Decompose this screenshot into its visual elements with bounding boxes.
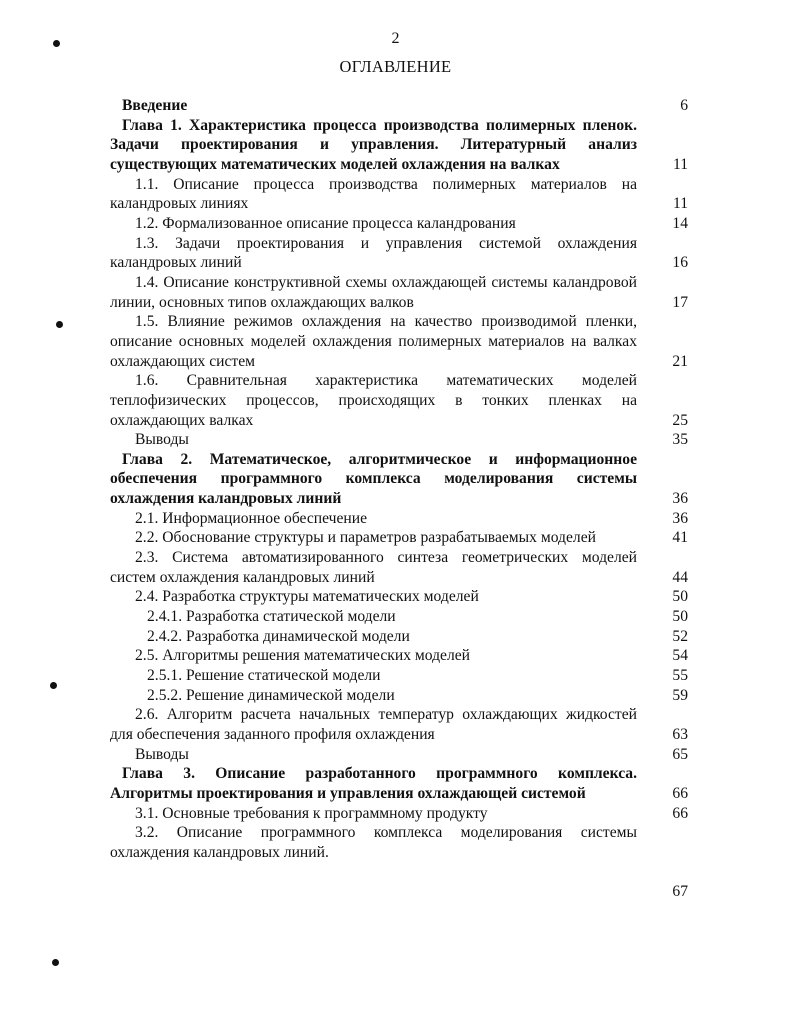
toc-entry-title: 2.6. Алгоритм расчета начальных температур охлаждающих жидкостей для обеспечения заданного профиля охлаждения (110, 706, 637, 743)
toc-entry-page: 36 (672, 509, 688, 527)
toc-entry (110, 587, 688, 607)
toc-entry (110, 804, 688, 824)
toc-entry (110, 450, 688, 509)
toc-entry-title: 3.2. Описание программного комплекса моделирования системы охлаждения каландровых линий. (110, 824, 637, 861)
toc-entry-page: 54 (672, 647, 688, 665)
toc-entry (110, 666, 688, 686)
toc-entry-title: 2.5.2. Решение динамической модели (147, 686, 395, 704)
scan-artifact-dot (56, 321, 63, 328)
toc-entry-title: Выводы (135, 431, 189, 449)
toc-entry (110, 430, 688, 450)
toc-entry-title: 2.2. Обоснование структуры и параметров разрабатываемых моделей (135, 529, 596, 547)
toc-entry (110, 548, 688, 587)
toc-entry (110, 273, 688, 312)
toc-entry-page: 66 (672, 784, 688, 802)
toc-entry-title: 1.2. Формализованное описание процесса каландрования (135, 214, 516, 232)
toc-entry-page: 66 (672, 804, 688, 822)
toc-entry-page: 67 (672, 883, 688, 901)
toc-entry-page: 11 (672, 155, 688, 173)
toc-entry-title: Введение (122, 97, 188, 114)
scan-artifact-dot (50, 682, 57, 689)
table-of-contents (110, 96, 688, 901)
toc-entry-title: Глава 1. Характеристика процесса производства полимерных пленок. Задачи проектирования и управления. Литературный анализ существующих математических моделей охлаждения на валках (110, 116, 637, 173)
toc-entry (110, 312, 688, 371)
toc-entry (110, 646, 688, 666)
toc-entry (110, 705, 688, 744)
toc-entry-title: 1.5. Влияние режимов охлаждения на качество производимой пленки, описание основных моделей охлаждения полимерных материалов на валках охлаждающих систем (110, 313, 637, 370)
toc-entry-title: Глава 2. Математическое, алгоритмическое и информационное обеспечения программного комплекса моделирования системы охлаждения каландровых линий (110, 450, 637, 508)
toc-entry-title: 2.4.2. Разработка динамической модели (147, 627, 410, 645)
toc-entry-title: 1.1. Описание процесса производства полимерных материалов на каландровых линиях (110, 175, 637, 213)
toc-entry-title: 1.3. Задачи проектирования и управления системой охлаждения каландровых линий (110, 234, 637, 272)
toc-entry (110, 509, 688, 529)
toc-entry-title: 2.4.1. Разработка статической модели (147, 608, 396, 626)
toc-entry (110, 627, 688, 647)
toc-entry (110, 214, 688, 234)
toc-entry-page: 44 (672, 568, 688, 586)
toc-entry (110, 686, 688, 706)
toc-entry-page: 21 (672, 352, 688, 370)
toc-entry-title: 1.6. Сравнительная характеристика математических моделей теплофизических процессов, происходящих в тонких пленках на охлаждающих валках (110, 372, 637, 429)
toc-entry-title: 2.3. Система автоматизированного синтеза геометрических моделей систем охлаждения каландровых линий (110, 549, 637, 586)
toc-entry-page: 11 (672, 195, 688, 213)
toc-entry (110, 234, 688, 273)
toc-entry-title: Выводы (135, 745, 189, 763)
toc-entry-page: 25 (672, 411, 688, 429)
toc-entry-page: 17 (672, 293, 688, 311)
toc-entry (110, 607, 688, 627)
toc-entry (110, 764, 688, 803)
toc-entry (110, 528, 688, 548)
toc-entry-page: 14 (672, 214, 688, 232)
toc-entry-page: 36 (672, 490, 688, 508)
toc-entry-title: 3.1. Основные требования к программному продукту (135, 804, 488, 822)
toc-entry-page: 55 (672, 667, 688, 685)
toc-entry (110, 96, 688, 116)
toc-entry-page: 52 (672, 627, 688, 645)
toc-entry-title: 2.1. Информационное обеспечение (135, 509, 368, 527)
toc-entry-page: 65 (672, 745, 688, 763)
toc-entry (110, 371, 688, 430)
page-title: ОГЛАВЛЕНИЕ (339, 57, 452, 76)
toc-entry-page: 50 (672, 588, 688, 606)
toc-entry (110, 175, 688, 214)
toc-entry-page: 35 (672, 431, 688, 449)
toc-entry-title: 2.4. Разработка структуры математических моделей (135, 588, 479, 606)
toc-entry (110, 823, 688, 901)
toc-entry-title: 2.5. Алгоритмы решения математических моделей (135, 647, 471, 665)
toc-entry-page: 41 (672, 529, 688, 547)
toc-entry (110, 116, 688, 175)
toc-entry-page: 63 (672, 726, 688, 743)
toc-entry-title: 2.5.1. Решение статической модели (147, 667, 381, 685)
toc-entry-page: 16 (672, 254, 688, 272)
toc-entry (110, 745, 688, 765)
toc-entry-page: 59 (672, 686, 688, 704)
toc-entry-title: Глава 3. Описание разработанного программного комплекса. Алгоритмы проектирования и управления охлаждающей системой (110, 765, 637, 802)
toc-entry-page: 6 (680, 97, 688, 114)
toc-entry-page: 50 (672, 608, 688, 626)
page-number: 2 (391, 30, 400, 47)
scan-artifact-dot (52, 959, 59, 966)
toc-entry-title: 1.4. Описание конструктивной схемы охлаждающей системы каландровой линии, основных типов охлаждающих валков (110, 273, 637, 311)
